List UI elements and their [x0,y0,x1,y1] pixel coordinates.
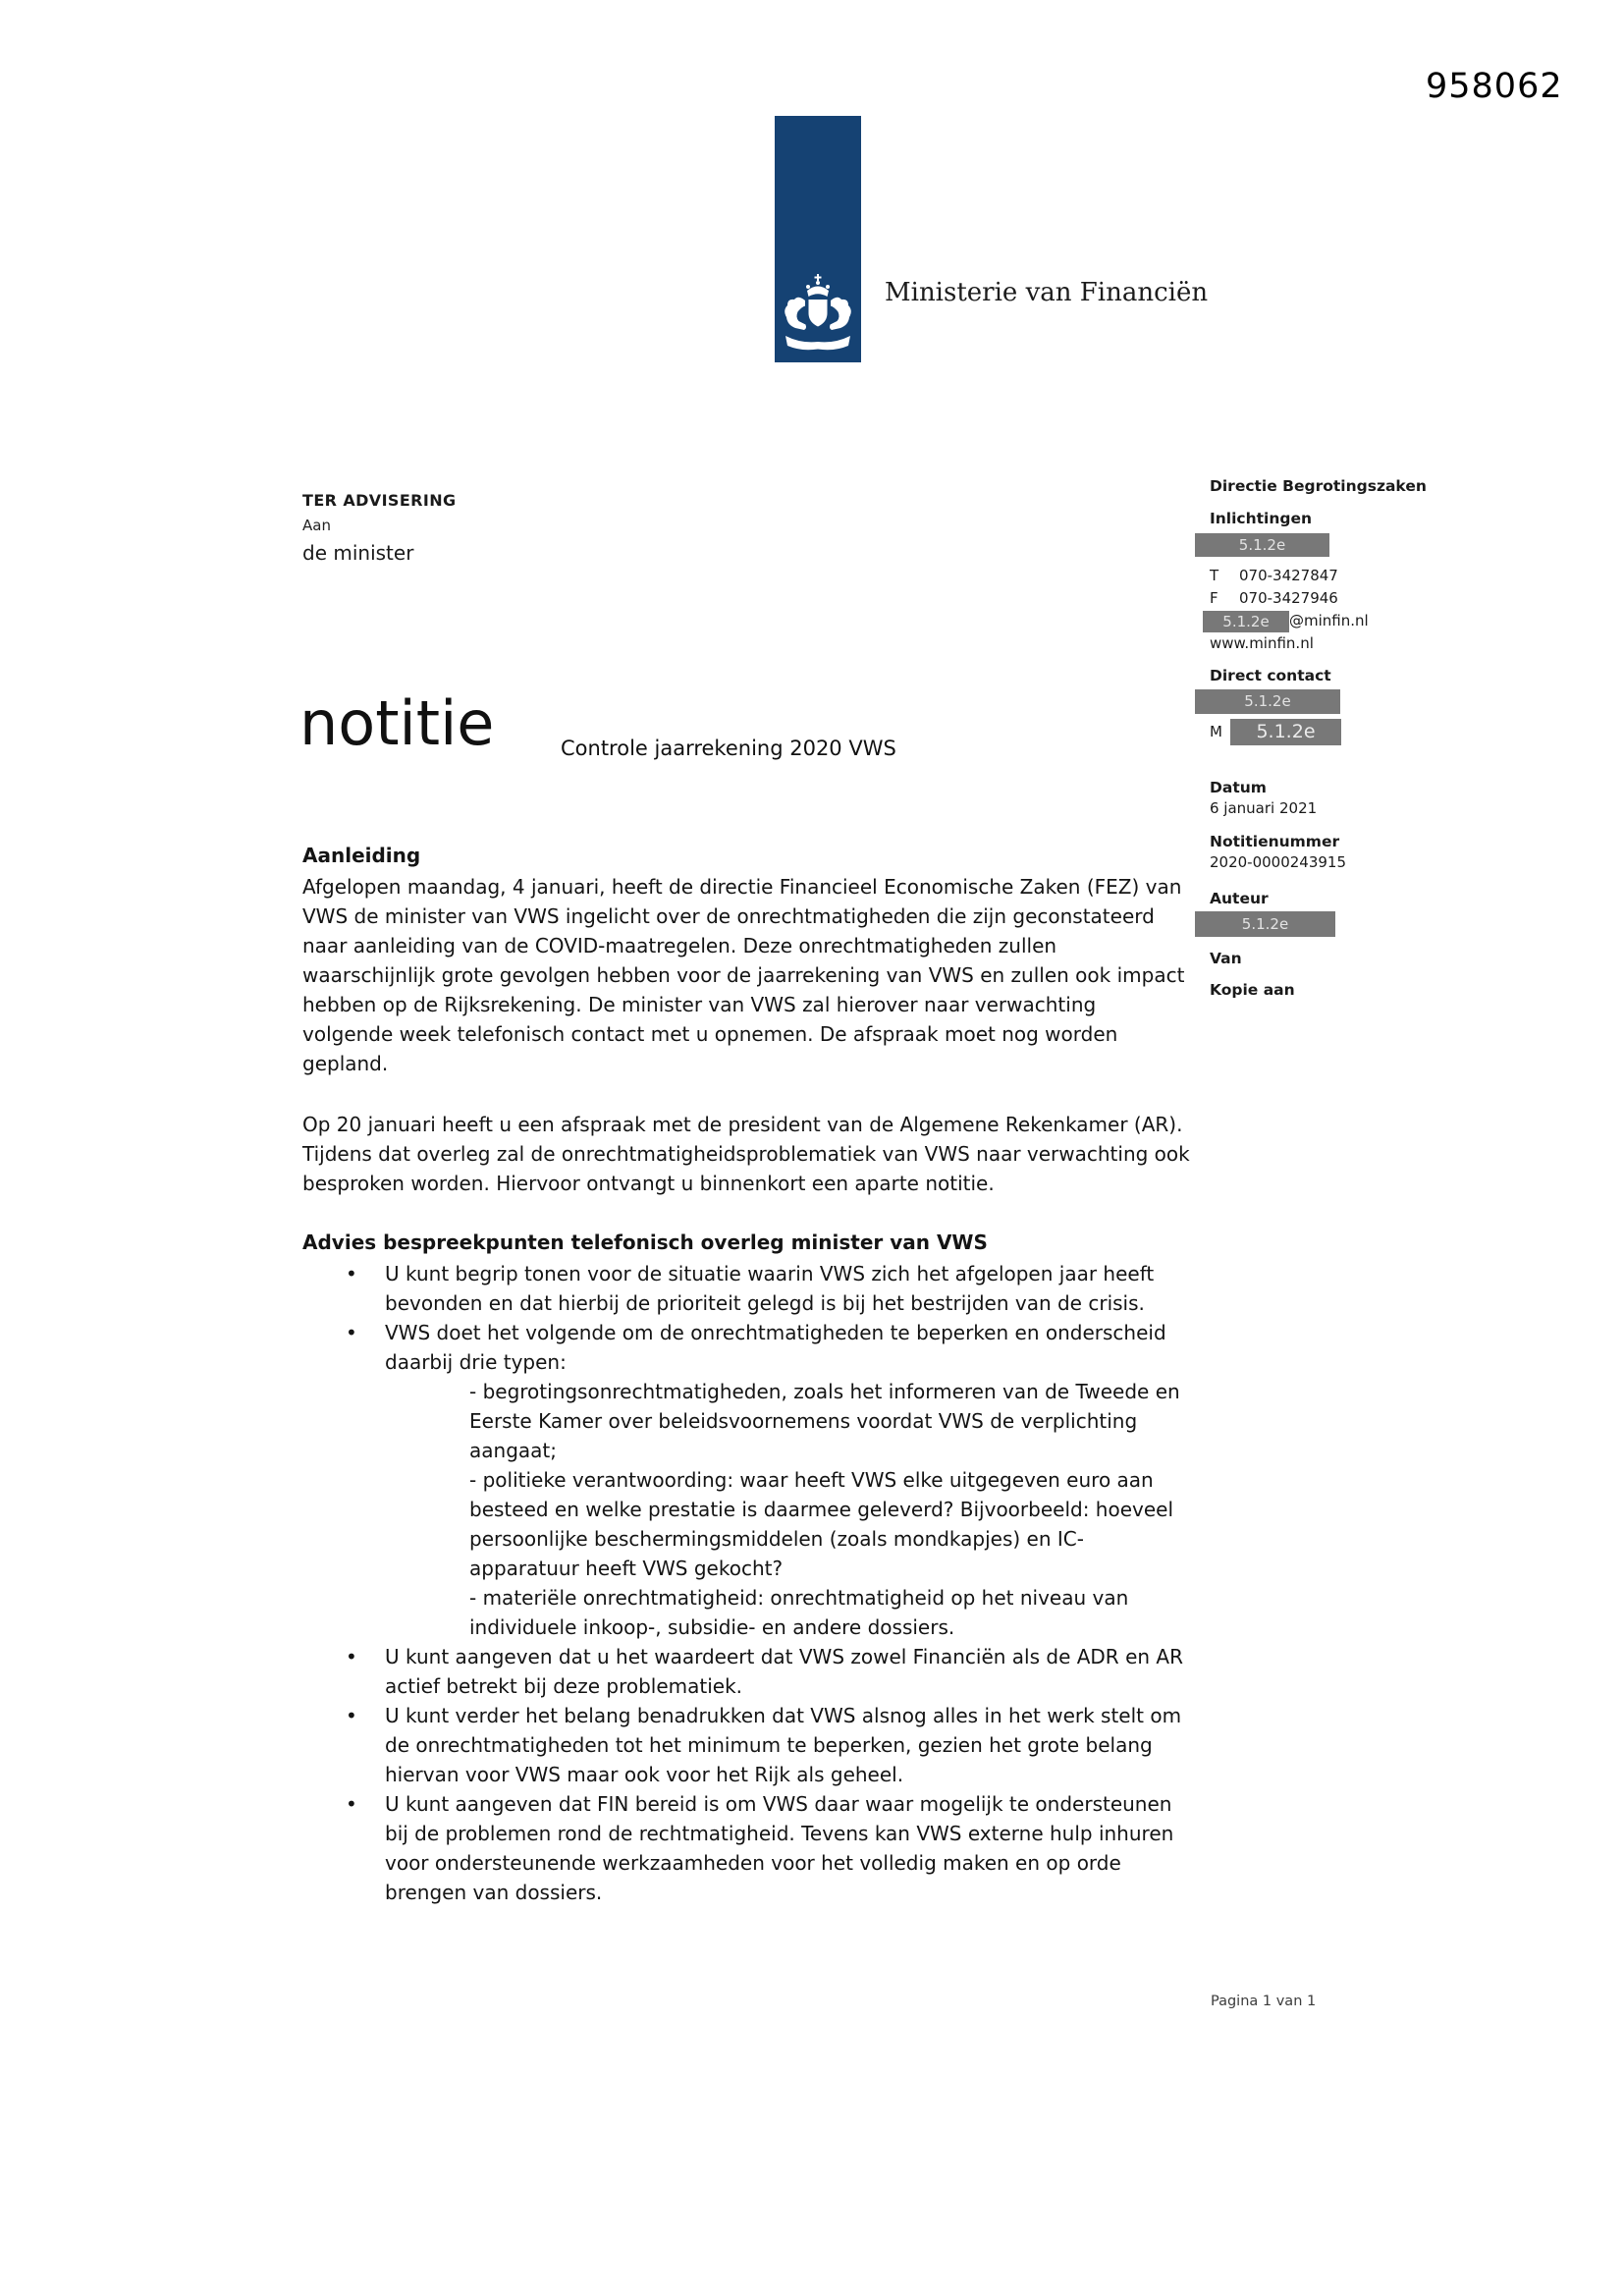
paragraph-aanleiding-1: Afgelopen maandag, 4 januari, heeft de directie Financieel Economische Zaken (FEZ) van VWS de minister van VWS ingelicht over de onrechtmatigheden die zijn geconstateerd naar aanleiding van de COVID-maatregelen. Deze onrechtmatigheden zullen waarschijnlijk grote gevolgen hebben voor de jaarrekening van VWS en zullen ook impact hebben op de Rijksrekening. De minister van VWS zal hierover naar verwachting volgende week telefonisch contact met u opnemen. De afspraak moet nog worden gepland. [302,875,1185,1075]
datum-label: Datum [1210,779,1267,796]
kopie-aan-label: Kopie aan [1210,981,1295,999]
list-item [302,1259,1191,1318]
bullet-subitem: - politieke verantwoording: waar heeft VWS elke uitgegeven euro aan besteed en welke prestatie is daarmee geleverd? Bijvoorbeeld: hoeveel persoonlijke beschermingsmiddelen (zoals mondkapjes) en IC-apparatuur heeft VWS gekocht? [469,1468,1174,1580]
bullet-text: U kunt verder het belang benadrukken dat VWS alsnog alles in het werk stelt om de onrechtmatigheden tot het minimum te beperken, gezien het grote belang hiervan voor VWS maar ook voor het Rijk als geheel. [385,1704,1182,1786]
list-item [302,1701,1191,1789]
body-column [302,841,1191,1907]
redaction-box-mobile: 5.1.2e [1230,719,1341,745]
paragraph-gap [302,1078,1191,1108]
page-number-footer: Pagina 1 van 1 [1211,1994,1317,2009]
redaction-box-auteur: 5.1.2e [1195,911,1335,937]
direct-contact-label: Direct contact [1210,667,1331,684]
list-item [302,1318,1191,1642]
bullet-subitem: - begrotingsonrechtmatigheden, zoals het informeren van de Tweede en Eerste Kamer over beleidsvoornemens voordat VWS de verplichting aangaat; [469,1380,1180,1462]
rijksoverheid-logo-bar [775,116,861,362]
paragraph-gap [302,1198,1191,1228]
ter-advisering-label: TER ADVISERING [302,491,457,510]
document-subject: Controle jaarrekening 2020 VWS [561,737,896,760]
auteur-label: Auteur [1210,890,1269,907]
notitienummer-value: 2020-0000243915 [1210,853,1347,871]
bullet-text: U kunt begrip tonen voor de situatie waarin VWS zich het afgelopen jaar heeft bevonden en dat hierbij de prioriteit gelegd is bij het bestrijden van de crisis. [385,1262,1155,1315]
ministry-name: Ministerie van Financiën [885,278,1209,307]
list-item [302,1642,1191,1701]
routing-block [302,491,457,565]
phone-t-number: 070-3427847 [1239,567,1338,584]
paragraph-aanleiding-2: Op 20 januari heeft u een afspraak met de president van de Algemene Rekenkamer (AR). Tijdens dat overleg zal de onrechtmatigheidsproblematiek van VWS naar verwachting ook besproken worden. Hiervoor ontvangt u binnenkort een aparte notitie. [302,1113,1190,1195]
directie-label: Directie Begrotingszaken [1210,477,1427,495]
phone-f-prefix: F [1210,589,1218,607]
email-row [1195,610,1450,632]
coat-of-arms-icon [782,273,854,355]
list-item [302,1789,1191,1907]
mobile-prefix: M [1210,723,1222,740]
phone-f-row [1210,587,1450,610]
aan-label: Aan [302,517,331,534]
advice-bullet-list [302,1259,1191,1907]
contact-lines [1195,565,1450,655]
bullet-text: U kunt aangeven dat u het waardeert dat VWS zowel Financiën als de ADR en AR actief betrekt bij deze problematiek. [385,1645,1183,1698]
bullet-text: U kunt aangeven dat FIN bereid is om VWS daar waar mogelijk te ondersteunen bij de problemen rond de rechtmatigheid. Tevens kan VWS externe hulp inhuren voor ondersteunende werkzaamheden voor het volledig maken en op orde brengen van dossiers. [385,1792,1174,1904]
inlichtingen-label: Inlichtingen [1210,510,1313,527]
scan-number: 958062 [1426,67,1563,106]
document-type-title: notitie [299,687,495,759]
phone-t-prefix: T [1210,567,1219,584]
phone-t-row [1210,565,1450,587]
bullet-text: VWS doet het volgende om de onrechtmatigheden te beperken en onderscheid daarbij drie typen: [385,1321,1166,1374]
bullet-subitem: - materiële onrechtmatigheid: onrechtmatigheid op het niveau van individuele inkoop-, subsidie- en andere dossiers. [469,1586,1129,1639]
redaction-box-email: 5.1.2e [1203,611,1289,632]
mobile-row [1195,719,1450,745]
redaction-box-direct-contact: 5.1.2e [1195,689,1340,714]
metadata-sidebar [1195,477,1450,1000]
advies-heading: Advies bespreekpunten telefonisch overleg minister van VWS [302,1230,988,1254]
van-label: Van [1210,950,1242,967]
redaction-box-inlichtingen: 5.1.2e [1195,533,1329,557]
phone-f-number: 070-3427946 [1239,589,1338,607]
datum-value: 6 januari 2021 [1210,799,1318,817]
recipient: de minister [302,541,414,565]
email-domain: @minfin.nl [1289,612,1369,629]
aanleiding-heading: Aanleiding [302,844,421,867]
website: www.minfin.nl [1210,634,1314,652]
notitienummer-label: Notitienummer [1210,833,1340,850]
